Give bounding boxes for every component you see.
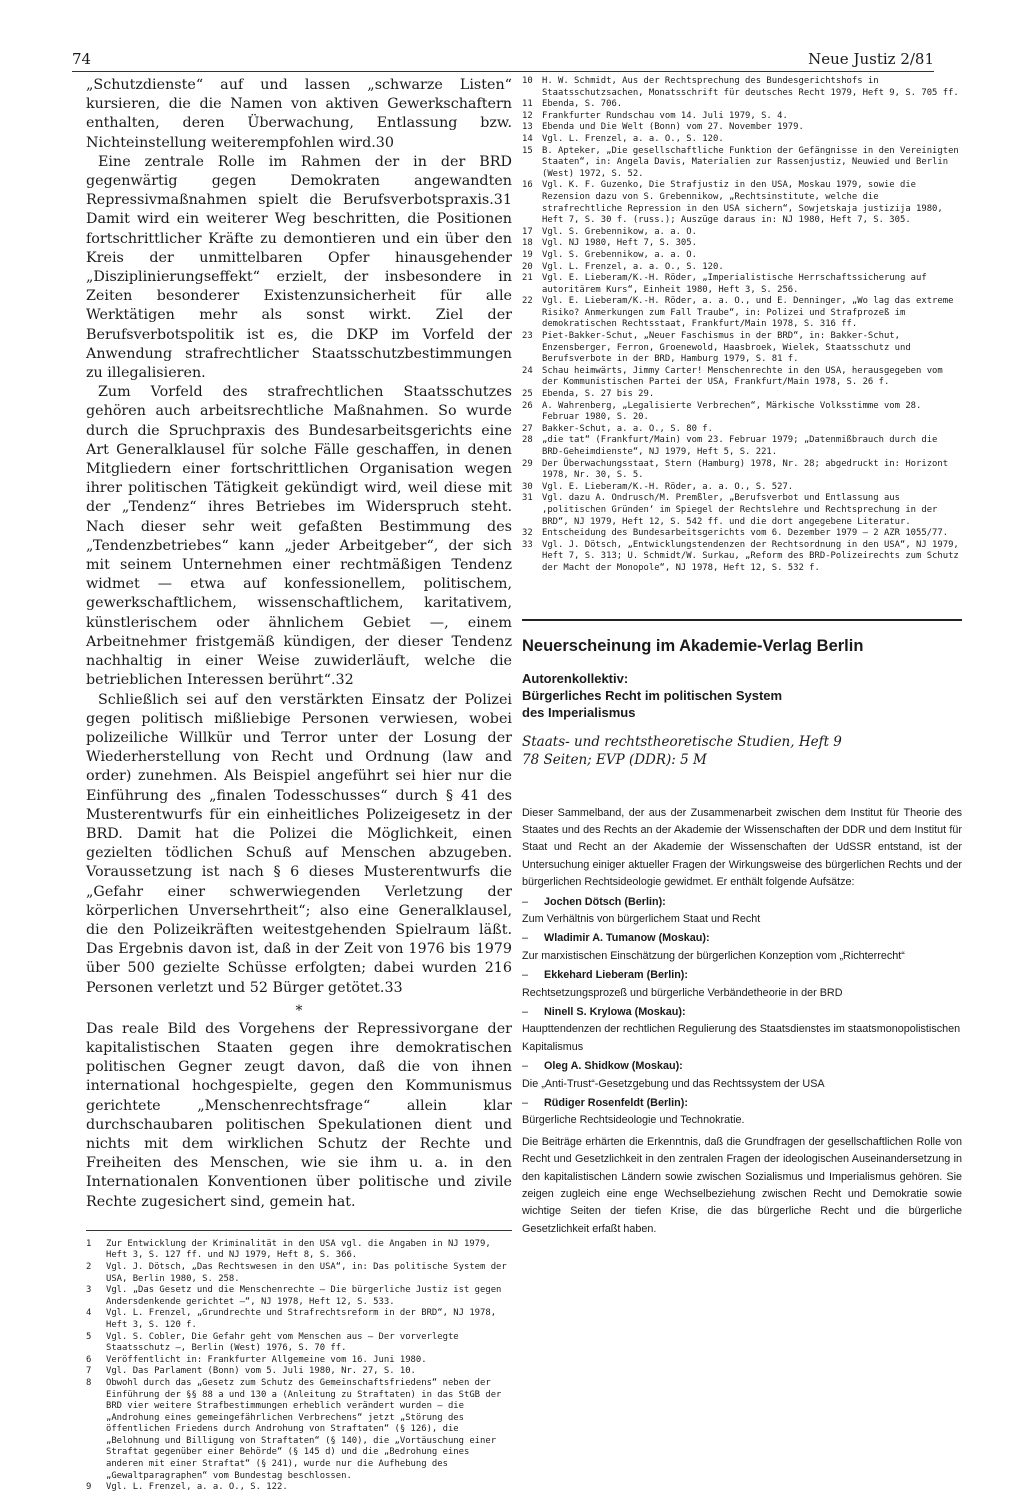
essay-title: Zur marxistischen Einschätzung der bürgerlichen Konzeption vom „Richterrecht“: [522, 949, 905, 962]
ad-pages-price: 78 Seiten; EVP (DDR): 5 M: [522, 751, 707, 768]
footnote-text: Piet-Bakker-Schut, „Neuer Faschismus in der BRD“, in: Bakker-Schut, Enzensberger, Ferron, Groenewold, Haasbroek, Wielek, Staatsschutz und Berufsverbote in der BRD, Hamburg 1979, S. 81 f.: [542, 331, 911, 365]
footnote: [522, 111, 962, 123]
body-paragraph: „Schutzdienste“ auf und lassen „schwarze Listen“ kursieren, die die Namen von aktiven Gewerkschaftern enthalten, deren Überwachung, Entlassung bzw. Nichteinstellung weiterempfohlen wird.30: [86, 77, 512, 151]
footnotes-left: [86, 1239, 512, 1494]
footnote: [522, 401, 962, 424]
footnote: [522, 424, 962, 436]
essay-item: [522, 1095, 962, 1130]
footnote-text: Der Überwachungsstaat, Stern (Hamburg) 1978, Nr. 28; abgedruckt in: Horizont 1978, Nr. 30, S. 5.: [542, 458, 949, 481]
ad-intro: Dieser Sammelband, der aus der Zusammenarbeit zwischen dem Institut für Theorie des Staates und des Rechts an der Akademie der Wissenschaften der DDR und dem Institut für Staat und Recht an der Akademie der Wissenschaften der UdSSR entstand, ist der Untersuchung einiger aktueller Fragen der Wirkungsweise des bürgerlichen Rechts und der bürgerlichen Rechtsideologie gewidmet. Er enthält folgende Aufsätze:: [522, 806, 962, 889]
essay-item: [522, 1058, 962, 1093]
footnote: [86, 1239, 512, 1262]
section-star: *: [295, 1002, 303, 1019]
footnote: [86, 1355, 512, 1367]
essay-author: Wladimir A. Tumanow (Moskau):: [544, 932, 710, 945]
footnote-number: 30: [522, 481, 533, 492]
footnote-number: 23: [522, 331, 533, 342]
footnote: [522, 262, 962, 274]
essay-title: Haupttendenzen der rechtlichen Regulierung des Staatsdienstes im staatsmonopolistischen Kapitalismus: [522, 1023, 961, 1053]
essay-dash: –: [522, 1097, 529, 1110]
footnote: [522, 540, 962, 575]
footnote-text: Vgl. S. Grebennikow, a. a. O.: [542, 249, 697, 260]
body-paragraph: Zum Vorfeld des strafrechtlichen Staatsschutzes gehören auch arbeitsrechtliche Maßnahmen. So wurde durch die Spruchpraxis des Bundesarbeitsgerichts eine Art Generalklausel für solche Fälle geschaffen, in denen Mitgliedern einer fortschrittlichen Organisation wegen ihrer politischen Tätigkeit gekündigt wird, weil diese mit der „Tendenz“ ihres Betriebes im Widerspruch steht. Nach dieser sehr weit gefaßten Bestimmung des „Tendenzbetriebes“ kann „jeder Arbeitgeber“, der sich mit seinem Unternehmen einer rechtmäßigen Tendenz widmet — etwa auf konfessionellem, politischem, gewerkschaftlichem, wissenschaftlichem, karitativem, künstlerischem oder ähnlichem Gebiet —, einem Arbeitnehmer fristgemäß kündigen, der dieser Tendenz nachhaltig in einer Weise zuwiderläuft, welche die betrieblichen Interessen berührt“.32: [86, 384, 512, 689]
footnote-text: Vgl. K. F. Guzenko, Die Strafjustiz in den USA, Moskau 1979, sowie die Rezension dazu von S. Grebennikow, „Rechtsinstitute, welche die strafrechtliche Repression in den USA sichern“, Sowjetskaja justizija 1980, Heft 7, S. 30 f. (russ.); Auszüge daraus in: NJ 1980, Heft 7, S. 305.: [542, 180, 943, 226]
footnote: [522, 493, 962, 528]
footnote-number: 9: [86, 1482, 92, 1493]
essay-author: Oleg A. Shidkow (Moskau):: [544, 1060, 683, 1073]
footnote-text: Vgl. L. Frenzel, a. a. O., S. 120.: [542, 133, 724, 144]
footnote-text: Vgl. J. Dötsch, „Das Rechtswesen in den USA“, in: Das politische System der USA, Berlin 1980, S. 258.: [106, 1261, 507, 1284]
footnote-text: Bakker-Schut, a. a. O., S. 80 f.: [542, 423, 713, 434]
essay-item: [522, 967, 962, 1002]
footnote: [522, 366, 962, 389]
footnote-number: 18: [522, 238, 533, 249]
footnote: [522, 273, 962, 296]
essay-item: [522, 894, 962, 929]
footnote-number: 31: [522, 493, 533, 504]
essay-dash: –: [522, 895, 529, 908]
body-paragraph: Eine zentrale Rolle im Rahmen der in der BRD gegenwärtig gegen Demokraten angewandten Repressivmaßnahmen spielt die Berufsverbotspraxis.31 Damit wird ein weiterer Weg beschritten, die Positionen fortschrittlicher Kräfte zu demontieren und ein über den Kreis der unmittelbaren Opfer hinausgehender „Disziplinierungseffekt“ erzielt, der insbesondere in Zeiten besonderer Existenzunsicherheit für alle Werktätigen mehr als sonst wirkt. Ziel der Berufsverbotspolitik ist es, die DKP im Vorfeld der Anwendung strafrechtlicher Staatsschutzbestimmungen zu illegalisieren.: [86, 153, 512, 382]
essay-dash: –: [522, 932, 529, 945]
body-paragraph: Das reale Bild des Vorgehens der Repressivorgane der kapitalistischen Staaten gegen ihre demokratischen politischen Gegner zeugt davon, daß die von ihnen international hochgespielte, gegen den Kommunismus gerichtete „Menschenrechtsfrage“ allein klar durchschaubaren politischen Spekulationen dient und nichts mit dem wirklichen Schutz der Rechte und Freiheiten des Menschen, wie sie ihm u. a. in den Internationalen Konventionen über politische und zivile Rechte zugesichert sind, gemein hat.: [86, 1020, 512, 1210]
footnote-number: 14: [522, 133, 533, 144]
footnote-text: Zur Entwicklung der Kriminalität in den USA vgl. die Angaben in NJ 1979, Heft 3, S. 127 ff. und NJ 1979, Heft 8, S. 366.: [106, 1238, 491, 1261]
footnote: [522, 331, 962, 366]
footnote-text: Frankfurter Rundschau vom 14. Juli 1979, S. 4.: [542, 110, 788, 121]
footnote-number: 32: [522, 528, 533, 539]
footnote-number: 13: [522, 122, 533, 133]
footnote: [86, 1332, 512, 1355]
footnote: [522, 459, 962, 482]
footnote-number: 25: [522, 389, 533, 400]
footnote-number: 2: [86, 1261, 92, 1272]
footnote-number: 19: [522, 249, 533, 260]
essay-title: Die „Anti-Trust“-Gesetzgebung und das Rechtssystem der USA: [522, 1077, 825, 1090]
footnote-number: 11: [522, 99, 533, 110]
footnote-number: 1: [86, 1238, 92, 1249]
footnote: [86, 1262, 512, 1285]
footnote-text: Vgl. L. Frenzel, a. a. O., S. 122.: [106, 1482, 288, 1493]
footnote-text: Vgl. E. Lieberam/K.-H. Röder, „Imperialistische Herrschaftssicherung auf autoritärem Kurs“, Einheit 1980, Heft 3, S. 256.: [542, 273, 927, 295]
footnote-text: Vgl. NJ 1980, Heft 7, S. 305.: [542, 238, 697, 249]
footnote: [86, 1308, 512, 1331]
footnote-text: Ebenda und Die Welt (Bonn) vom 27. November 1979.: [542, 122, 804, 133]
footnote: [522, 389, 962, 401]
footnote-number: 17: [522, 226, 533, 237]
footnote-number: 8: [86, 1377, 92, 1388]
footnote: [86, 1285, 512, 1308]
footnote: [86, 1378, 512, 1482]
footnote-number: 33: [522, 539, 533, 550]
essay-title: Rechtsetzungsprozeß und bürgerliche Verbändetheorie in der BRD: [522, 986, 843, 999]
footnote-rule: [86, 1230, 512, 1231]
footnote: [522, 250, 962, 262]
footnote: [522, 227, 962, 239]
footnote-text: „die tat“ (Frankfurt/Main) vom 23. Februar 1979; „Datenmißbrauch durch die BRD-Geheimdienste“, NJ 1979, Heft 5, S. 221.: [542, 435, 938, 457]
ad-authors: Autorenkollektiv:: [522, 670, 629, 686]
footnote-text: Veröffentlicht in: Frankfurter Allgemeine vom 16. Juni 1980.: [106, 1354, 427, 1365]
footnote-number: 21: [522, 273, 533, 284]
footnote-number: 27: [522, 423, 533, 434]
essay-author: Ninell S. Krylowa (Moskau):: [544, 1006, 686, 1018]
essay-author: Rüdiger Rosenfeldt (Berlin):: [544, 1097, 688, 1110]
footnote-number: 4: [86, 1308, 92, 1319]
ad-book-title: des Imperialismus: [522, 704, 636, 720]
footnote-number: 5: [86, 1331, 92, 1342]
footnote-text: Obwohl durch das „Gesetz zum Schutz des Gemeinschaftsfriedens“ neben der Einführung der §§ 88 a und 130 a (Anleitung zu Straftaten) in das StGB der BRD vier weitere Strafbestimmungen erheblich verändert wurden – die „Androhung eines gemeingefährlichen Verbrechens“ jetzt „Störung des öffentlichen Friedens durch Androhung von Straftaten“ (§ 126), die „Belohnung und Billigung von Straftaten“ (§ 140), die „Vortäuschung einer Straftat gegenüber einer Behörde“ (§ 145 d) und die „Bedrohung eines anderen mit einer Straftat“ (§ 241), wurde nur die Aufhebung des „Gewaltparagraphen“ vom Bundestag beschlossen.: [106, 1377, 502, 1481]
footnote-text: Vgl. S. Grebennikow, a. a. O.: [542, 226, 697, 237]
footnote: [522, 134, 962, 146]
ad-headline: Neuerscheinung im Akademie-Verlag Berlin: [522, 636, 864, 655]
ad-book-title: Bürgerliches Recht im politischen System: [522, 687, 783, 703]
footnote-number: 26: [522, 400, 533, 411]
footnote-number: 6: [86, 1354, 92, 1365]
essay-dash: –: [522, 1006, 529, 1018]
body-paragraph: Schließlich sei auf den verstärkten Einsatz der Polizei gegen politisch mißliebige Personen verwiesen, wobei polizeiliche Willkür und Terror unter der Losung der Wiederherstellung von Recht und Ordnung (law and order) zunehmen. Als Beispiel angeführt sei hier nur die Einführung des „finalen Todesschusses“ durch § 41 des Musterentwurfs für ein einheitliches Polizeigesetz in der BRD. Damit hat die Polizei die Möglichkeit, einen gezielten tödlichen Schuß auf Menschen abzugeben. Voraussetzung ist nach § 6 dieses Musterentwurfs die „Gefahr einer schwerwiegenden Verletzung der körperlichen Unversehrtheit“; also eine Generalklausel, die den Polizeikräften weitestgehenden Spielraum läßt. Das Ergebnis davon ist, daß in der Zeit von 1976 bis 1979 über 500 gezielte Schüsse erfolgten; dabei wurden 216 Personen verletzt und 52 Bürger getötet.33: [86, 691, 512, 996]
ad-series: Staats- und rechtstheoretische Studien, Heft 9: [522, 733, 842, 750]
essay-author: Ekkehard Lieberam (Berlin):: [544, 969, 689, 982]
section-separator: [522, 619, 962, 621]
footnote: [522, 146, 962, 181]
footnote: [522, 482, 962, 494]
essay-title: Zum Verhältnis von bürgerlichem Staat und Recht: [522, 912, 761, 925]
left-column: [86, 76, 512, 1494]
footnote-number: 24: [522, 365, 533, 376]
footnote-text: Vgl. L. Frenzel, „Grundrechte und Strafrechtsreform in der BRD“, NJ 1978, Heft 3, S. 120 f.: [106, 1308, 497, 1330]
footnote-text: Entscheidung des Bundesarbeitsgerichts vom 6. Dezember 1979 – 2 AZR 1055/77.: [542, 528, 949, 539]
footnote-number: 15: [522, 145, 533, 156]
article-body: [86, 76, 512, 1212]
footnote: [522, 99, 962, 111]
essay-item: [522, 1004, 962, 1056]
essay-author: Jochen Dötsch (Berlin):: [544, 895, 666, 908]
essay-dash: –: [522, 969, 529, 982]
footnote: [522, 122, 962, 134]
essay-dash: –: [522, 1060, 529, 1073]
header-rule: [72, 71, 934, 72]
page-number: 74: [72, 50, 92, 68]
journal-issue: Neue Justiz 2/81: [808, 50, 934, 68]
footnote-text: Schau heimwärts, Jimmy Carter! Menschenrechte in den USA, herausgegeben vom der Kommunistischen Partei der USA, Frankfurt/Main 1978, S. 26 f.: [542, 365, 943, 388]
footnote-number: 29: [522, 458, 533, 469]
footnote-number: 3: [86, 1285, 92, 1296]
footnote-text: Vgl. „Das Gesetz und die Menschenrechte – Die bürgerliche Justiz ist gegen Andersdenkende gerichtet –“, NJ 1978, Heft 12, S. 533.: [106, 1285, 502, 1307]
footnote-number: 20: [522, 261, 533, 272]
footnote-text: H. W. Schmidt, Aus der Rechtsprechung des Bundesgerichtshofs in Staatsschutzsachen, Monatsschrift für deutsches Recht 1979, Heft 9, S. 705 ff.: [542, 76, 959, 98]
footnote: [522, 238, 962, 250]
footnote: [522, 435, 962, 458]
footnote-text: Vgl. E. Lieberam/K.-H. Röder, a. a. O., S. 527.: [542, 481, 794, 492]
footnote-text: Vgl. E. Lieberam/K.-H. Röder, a. a. O., und E. Denninger, „Wo lag das extreme Risiko? Anmerkungen zum Fall Traube“, in: Polizei und Strafprozeß im demokratischen Rechtsstaat, Frankfurt/Main 1978, S. 316 ff.: [542, 296, 954, 330]
footnote: [86, 1482, 512, 1494]
footnote-text: Vgl. S. Cobler, Die Gefahr geht vom Menschen aus – Der vorverlegte Staatsschutz –, Berlin (West) 1976, S. 70 ff.: [106, 1331, 459, 1354]
book-advertisement: [522, 637, 962, 1239]
footnote-text: Vgl. Das Parlament (Bonn) vom 5. Juli 1980, Nr. 27, S. 10.: [106, 1366, 416, 1377]
footnote: [522, 528, 962, 540]
essay-item: [522, 930, 962, 965]
footnote-text: Ebenda, S. 27 bis 29.: [542, 389, 655, 400]
essay-title: Bürgerliche Rechtsideologie und Technokratie.: [522, 1114, 745, 1127]
footnote: [522, 180, 962, 226]
footnote-text: Vgl. J. Dötsch, „Entwicklungstendenzen der Rechtsordnung in den USA“, NJ 1979, Heft 7, S. 313; U. Schmidt/W. Surkau, „Reform des BRD-Polizeirechts zum Schutz der Macht der Monopole“, NJ 1978, Heft 12, S. 532 f.: [542, 539, 959, 573]
footnote-number: 7: [86, 1366, 92, 1377]
ad-outro: Die Beiträge erhärten die Erkenntnis, daß die Grundfragen der gesellschaftlichen Rolle von Recht und Gesetzlichkeit in den zentralen Fragen der ideologischen Auseinandersetzung in den kapitalistischen Ländern sowie zwischen Sozialismus und Imperialismus gehören. Sie zeigen zugleich eine enge Wechselbeziehung zwischen Recht und Demokratie sowie wichtige Seiten der tiefen Krise, die das bürgerliche Recht und die bürgerliche Gesetzlichkeit erfaßt haben.: [522, 1135, 962, 1235]
footnote-number: 12: [522, 110, 533, 121]
footnote-text: Vgl. L. Frenzel, a. a. O., S. 120.: [542, 261, 724, 272]
essay-list: [522, 894, 962, 1130]
footnotes-right: [522, 76, 962, 575]
footnote-text: B. Apteker, „Die gesellschaftliche Funktion der Gefängnisse in den Vereinigten Staaten“, in: Angela Davis, Materialien zur Rassenjustiz, Neuwied und Berlin (West) 1972, S. 52.: [542, 145, 959, 179]
footnote-text: Vgl. dazu A. Ondrusch/M. Premßler, „Berufsverbot und Entlassung aus ‚politischen Gründen‘ im Spiegel der Rechtslehre und Rechtsprechung in der BRD“, NJ 1979, Heft 12, S. 542 ff. und die dort angegebene Literatur.: [542, 493, 938, 527]
footnote-number: 16: [522, 180, 533, 191]
footnote-number: 28: [522, 435, 533, 446]
footnote: [522, 76, 962, 99]
footnote-text: Ebenda, S. 706.: [542, 99, 623, 110]
footnote-number: 10: [522, 76, 533, 86]
footnote: [522, 296, 962, 331]
footnote: [86, 1366, 512, 1378]
right-column: [522, 76, 962, 1238]
footnote-number: 22: [522, 296, 533, 307]
footnote-text: A. Wahrenberg, „Legalisierte Verbrechen“, Märkische Volksstimme vom 28. Februar 1980, S. 20.: [542, 400, 922, 423]
